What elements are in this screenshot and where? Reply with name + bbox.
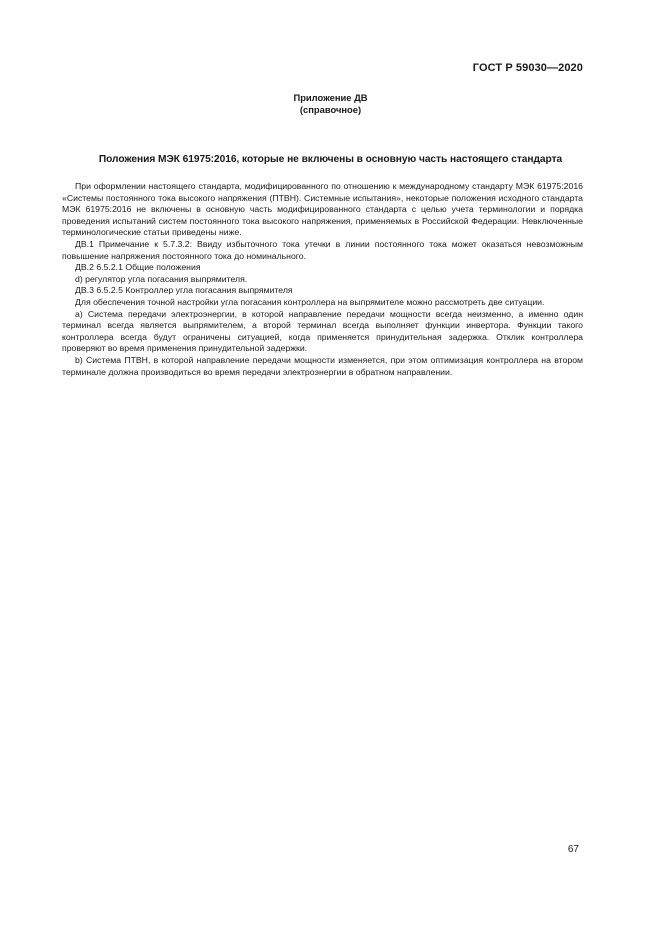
paragraph-item-a: a) Система передачи электроэнергии, в которой направление передачи мощности всегда неизменно, а именно один терминал всегда является выпрямителем, а второй терминал всегда выполняет функции инвертора. Функции такого контроллера всегда будут ограничены ситуацией, когда применяется принудительная задержка. Отклик контроллера проверяют во время применения принудительной задержки. [62, 308, 583, 354]
paragraph-dv3: ДВ.3 6.5.2.5 Контроллер угла погасания выпрямителя [75, 285, 293, 296]
appendix-title: Приложение ДВ [293, 92, 368, 103]
paragraph-item-b: b) Система ПТВН, в которой направление передачи мощности изменяется, при этом оптимизация контроллера на втором терминале должна производиться во время передачи электроэнергии в обратном направлении. [62, 354, 583, 377]
appendix-subtitle: (справочное) [299, 104, 362, 115]
paragraph-dv2: ДВ.2 6.5.2.1 Общие положения [75, 262, 201, 273]
paragraph-dv2-item-d: d) регулятор угла погасания выпрямителя. [75, 273, 248, 284]
paragraph-dv1: ДВ.1 Примечание к 5.7.3.2: Ввиду избыточного тока утечки в линии постоянного тока может оказаться невозможным повышение напряжения постоянного тока до номинального. [62, 238, 583, 261]
body-text [62, 181, 583, 378]
section-heading: Положения МЭК 61975:2016, которые не включены в основную часть настоящего стандарта [98, 154, 563, 165]
appendix-title-block [0, 92, 661, 116]
page-number: 67 [567, 844, 579, 855]
paragraph-dv3-intro: Для обеспечения точной настройки угла погасания контроллера на выпрямителе можно рассмотреть две ситуации. [75, 296, 545, 307]
document-code: ГОСТ Р 59030—2020 [472, 62, 583, 74]
paragraph-intro: При оформлении настоящего стандарта, модифицированного по отношению к международному стандарту МЭК 61975:2016 «Системы постоянного тока высокого напряжения (ПТВН). Системные испытания», некоторые положения исходного стандарта МЭК 61975:2016 не включены в основную часть модифицированного стандарта с целью учета терминологии и порядка проведения испытаний систем постоянного тока высокого напряжения, применяемых в Российской Федерации. Невключенные терминологические статьи приведены ниже. [62, 181, 583, 238]
